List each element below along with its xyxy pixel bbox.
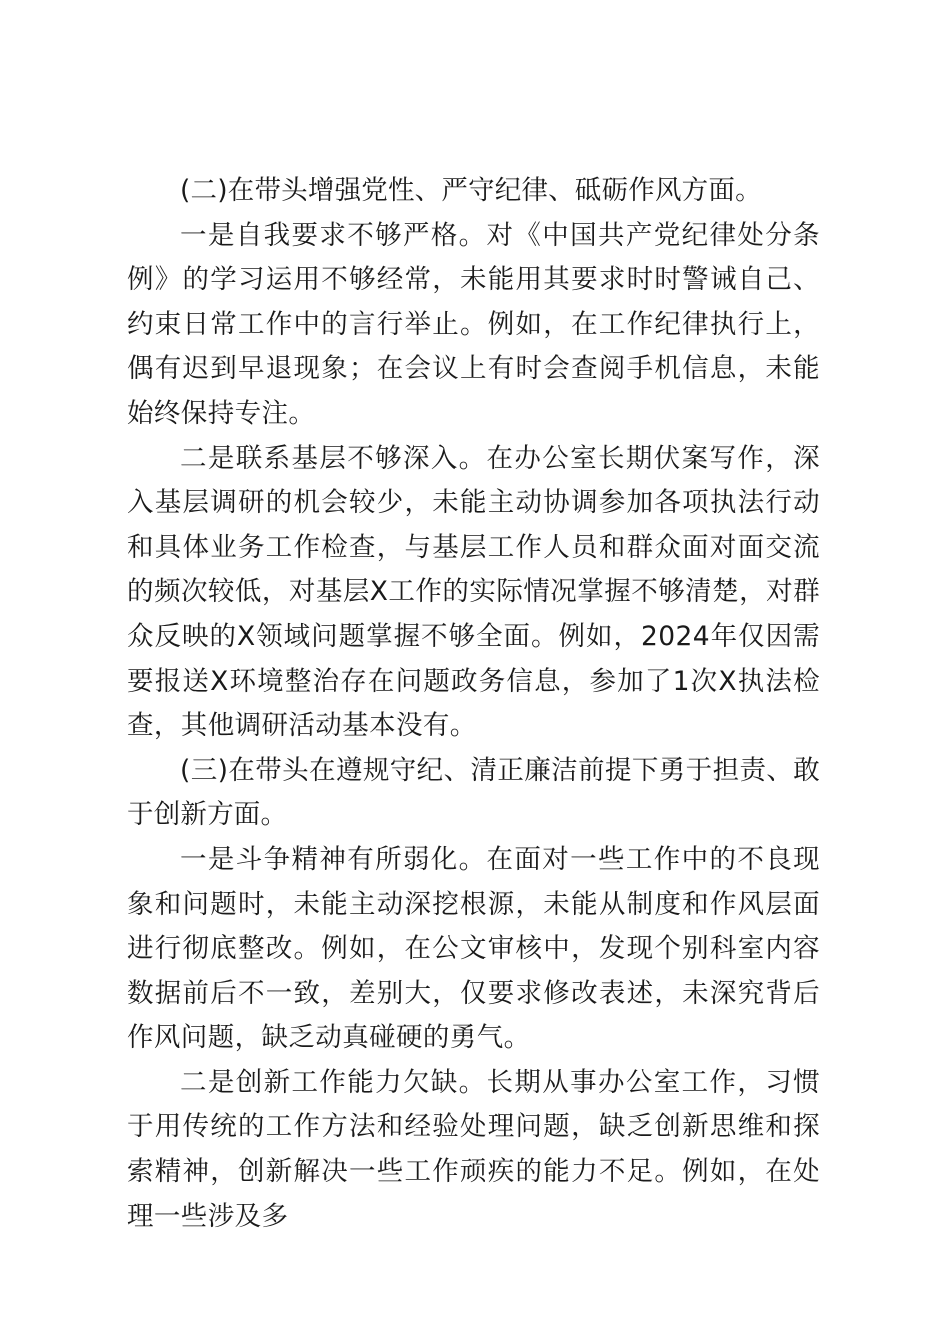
section-heading-3: (三)在带头在遵规守纪、清正廉洁前提下勇于担责、敢于创新方面。 — [127, 754, 820, 831]
body-paragraph: 二是联系基层不够深入。在办公室长期伏案写作，深入基层调研的机会较少，未能主动协调参加各项执法行动和具体业务工作检查，与基层工作人员和群众面对面交流的频次较低，对基层X工作的实际情况掌握不够清楚，对群众反映的X领域问题掌握不够全面。例如，2024年仅因需要报送X环境整治存在问题政务信息，参加了1次X执法检查，其他调研活动基本没有。 — [127, 442, 820, 742]
body-paragraph: 一是斗争精神有所弱化。在面对一些工作中的不良现象和问题时，未能主动深挖根源，未能从制度和作风层面进行彻底整改。例如，在公文审核中，发现个别科室内容数据前后不一致，差别大，仅要求修改表述，未深究背后作风问题，缺乏动真碰硬的勇气。 — [127, 843, 820, 1054]
body-paragraph: 一是自我要求不够严格。对《中国共产党纪律处分条例》的学习运用不够经常，未能用其要求时时警诫自己、约束日常工作中的言行举止。例如，在工作纪律执行上，偶有迟到早退现象；在会议上有时会查阅手机信息，未能始终保持专注。 — [127, 219, 820, 429]
body-paragraph: 二是创新工作能力欠缺。长期从事办公室工作，习惯于用传统的工作方法和经验处理问题，缺乏创新思维和探索精神，创新解决一些工作顽疾的能力不足。例如，在处理一些涉及多 — [127, 1066, 820, 1232]
section-heading-2: (二)在带头增强党性、严守纪律、砥砺作风方面。 — [180, 175, 762, 206]
document-page — [127, 169, 820, 1239]
